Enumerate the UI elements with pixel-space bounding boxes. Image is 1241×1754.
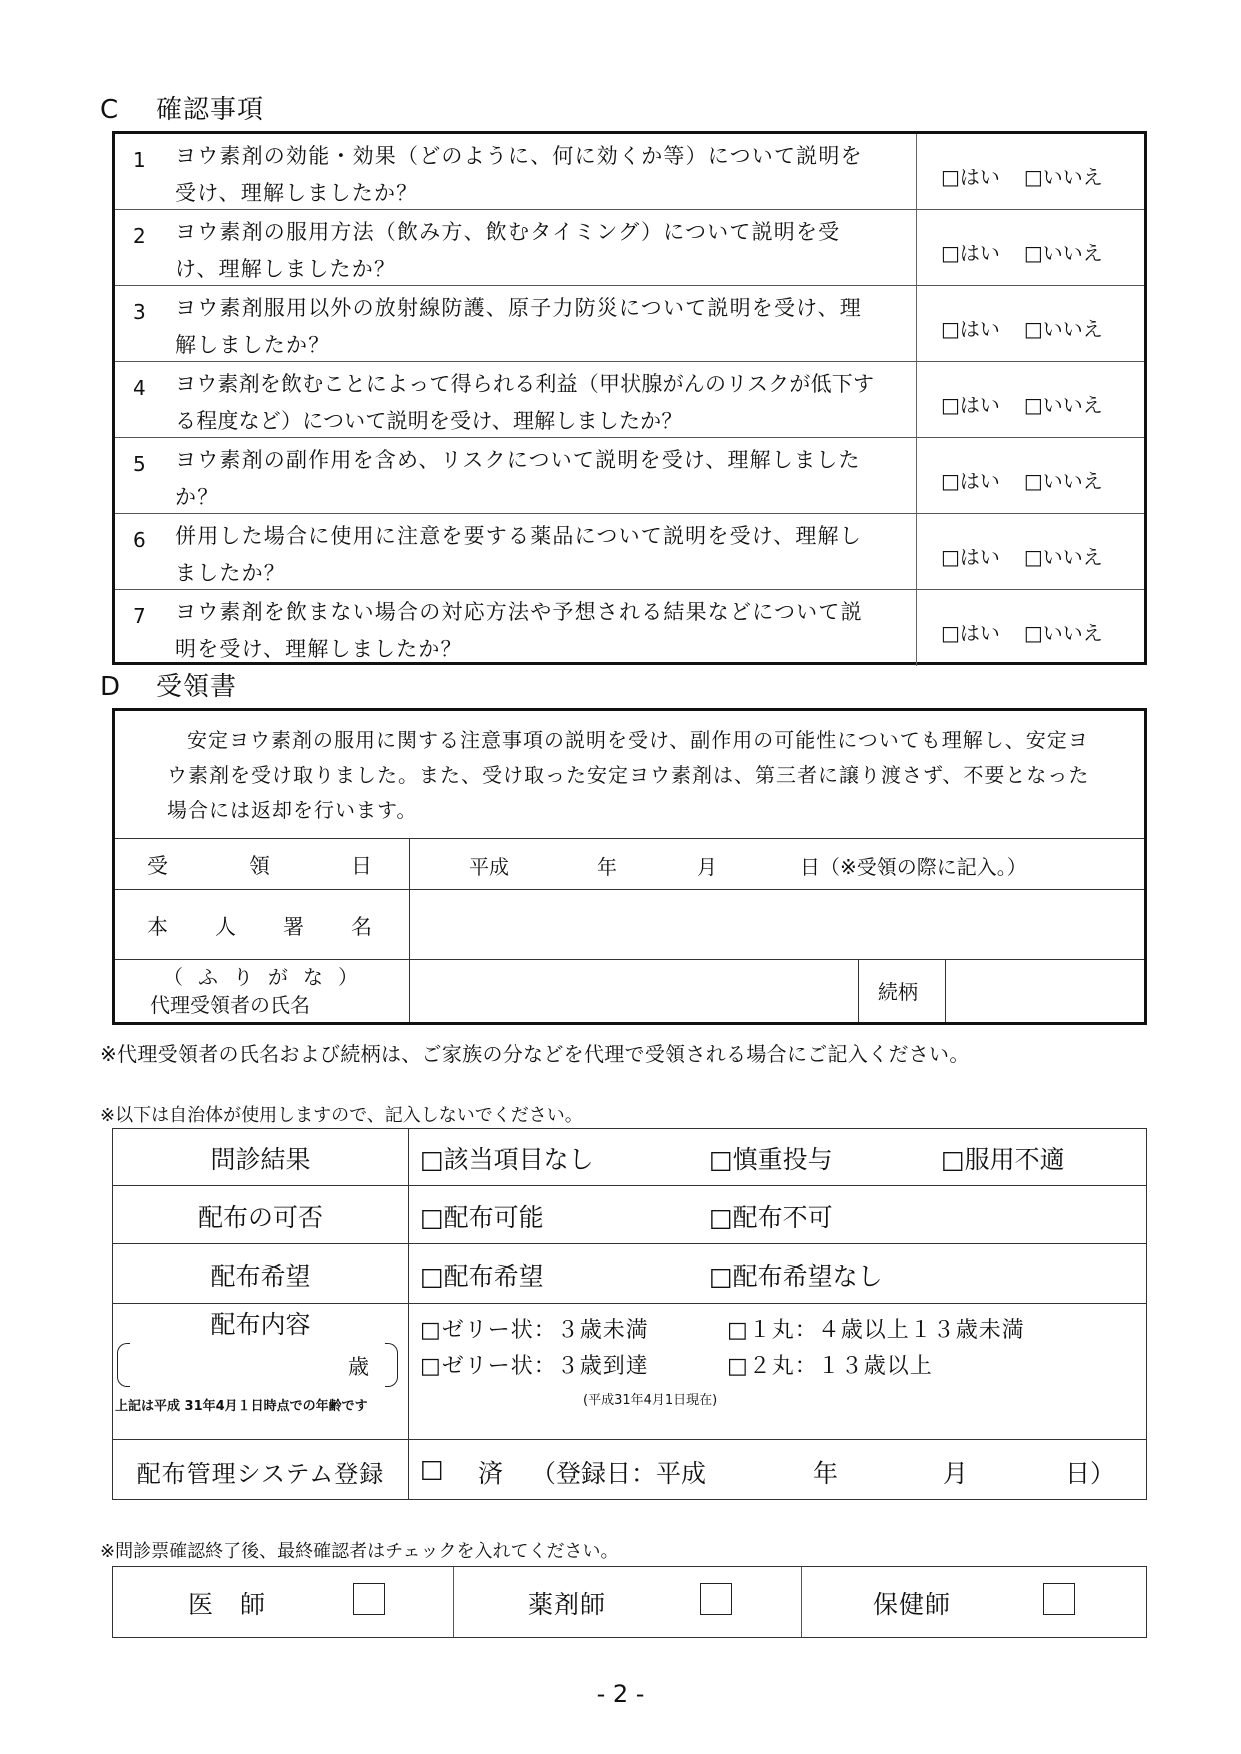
- column-divider: [858, 959, 859, 1022]
- item-number: 1: [133, 148, 146, 172]
- column-divider: [916, 514, 917, 589]
- no-applicable-items-checkbox[interactable]: □該当項目なし: [420, 1145, 594, 1174]
- confirmation-row: [115, 514, 1144, 590]
- registration-day: 日）: [1065, 1459, 1116, 1488]
- column-divider: [916, 210, 917, 285]
- public-health-nurse-label: 保健師: [873, 1590, 952, 1619]
- final-check-note: ※問診票確認終了後、最終確認者はチェックを入れてください。: [100, 1541, 619, 1562]
- no-checkbox[interactable]: □いいえ: [1023, 241, 1103, 265]
- item-number: 2: [133, 224, 146, 248]
- column-divider: [916, 134, 917, 209]
- confirmation-row: [115, 286, 1144, 362]
- confirmation-row: [115, 210, 1144, 286]
- doctor-label: 医 師: [188, 1590, 267, 1619]
- proxy-name-label: 代理受領者の氏名: [150, 993, 310, 1017]
- answer-options: [941, 542, 1127, 572]
- section-d-letter: D: [100, 672, 122, 702]
- receipt-date-month: 月: [697, 855, 717, 879]
- yes-checkbox[interactable]: □はい: [941, 545, 1000, 569]
- section-d-title: 受領書: [156, 672, 238, 702]
- relationship-label: 続柄: [878, 980, 918, 1004]
- section-d-heading: [100, 672, 237, 702]
- age-input[interactable]: [129, 1343, 384, 1385]
- age-unit: 歳: [348, 1355, 369, 1379]
- column-divider: [453, 1567, 454, 1637]
- receipt-date-label: 受領日: [147, 854, 372, 878]
- distribution-impossible-checkbox[interactable]: □配布不可: [709, 1203, 833, 1232]
- no-checkbox[interactable]: □いいえ: [1023, 165, 1103, 189]
- yes-checkbox[interactable]: □はい: [941, 469, 1000, 493]
- yes-checkbox[interactable]: □はい: [941, 241, 1000, 265]
- jelly-under-3-checkbox[interactable]: □ゼリー状：３歳未満: [420, 1318, 649, 1343]
- item-number: 3: [133, 300, 146, 324]
- yes-checkbox[interactable]: □はい: [941, 165, 1000, 189]
- yes-checkbox[interactable]: □はい: [941, 317, 1000, 341]
- no-wish-distribution-checkbox[interactable]: □配布希望なし: [709, 1262, 883, 1291]
- section-c-heading: [100, 95, 264, 125]
- row-divider: [113, 1303, 1146, 1304]
- signature-field[interactable]: [411, 891, 1146, 957]
- item-number: 4: [133, 376, 146, 400]
- age-bracket-right: [385, 1343, 398, 1387]
- doctor-checkbox[interactable]: [353, 1583, 385, 1615]
- yes-checkbox[interactable]: □はい: [941, 393, 1000, 417]
- column-divider: [916, 362, 917, 437]
- row-divider: [115, 889, 1144, 890]
- column-divider: [916, 438, 917, 513]
- careful-administration-checkbox[interactable]: □慎重投与: [709, 1145, 833, 1174]
- furigana-label: （ふりがな）: [163, 965, 358, 989]
- confirmation-row: [115, 362, 1144, 438]
- proxy-note: ※代理受領者の氏名および続柄は、ご家族の分などを代理で受領される場合にご記入ください。: [100, 1042, 970, 1066]
- distribution-content-label: 配布内容: [210, 1310, 311, 1339]
- receipt-table: [112, 708, 1147, 1025]
- municipality-table: [112, 1128, 1147, 1500]
- age-note: 上記は平成 31年4月１日時点での年齢です: [115, 1399, 368, 1414]
- not-suitable-checkbox[interactable]: □服用不適: [941, 1145, 1065, 1174]
- registration-year: 年: [813, 1459, 839, 1488]
- relationship-field[interactable]: [947, 961, 1147, 1023]
- signature-label: 本人署名: [147, 915, 372, 939]
- answer-options: [941, 390, 1127, 420]
- answer-options: [941, 618, 1127, 648]
- distribution-ok-label: 配布の可否: [197, 1203, 323, 1232]
- answer-options: [941, 162, 1127, 192]
- column-divider: [409, 838, 410, 1022]
- registration-date-prefix: （登録日：平成: [531, 1459, 707, 1488]
- column-divider: [945, 959, 946, 1022]
- item-question: 併用した場合に使用に注意を要する薬品について説明を受け、理解しましたか？: [175, 524, 862, 585]
- no-checkbox[interactable]: □いいえ: [1023, 469, 1103, 493]
- yes-checkbox[interactable]: □はい: [941, 621, 1000, 645]
- registration-month: 月: [943, 1459, 969, 1488]
- item-question: ヨウ素剤の服用方法（飲み方、飲むタイミング）について説明を受け、理解しましたか？: [175, 220, 841, 281]
- item-question: ヨウ素剤を飲むことによって得られる利益（甲状腺がんのリスクが低下する程度など）について説明を受け、理解しましたか？: [175, 372, 875, 433]
- pharmacist-checkbox[interactable]: [700, 1583, 732, 1615]
- receipt-date-year: 年: [597, 855, 617, 879]
- receipt-date-day: 日（※受領の際に記入。）: [800, 855, 1027, 879]
- confirmation-table: [112, 131, 1147, 665]
- page-number: - 2 -: [596, 1680, 645, 1708]
- item-question: ヨウ素剤服用以外の放射線防護、原子力防災について説明を受け、理解しましたか？: [175, 296, 862, 357]
- row-divider: [113, 1439, 1146, 1440]
- confirmation-row: [115, 438, 1144, 514]
- row-divider: [115, 959, 1144, 960]
- receipt-date-era: 平成: [469, 855, 509, 879]
- proxy-name-field[interactable]: [411, 961, 856, 1023]
- item-question: ヨウ素剤を飲まない場合の対応方法や予想される結果などについて説明を受け、理解しましたか？: [175, 600, 863, 661]
- item-number: 6: [133, 528, 146, 552]
- section-c-title: 確認事項: [156, 95, 265, 125]
- system-registration-label: 配布管理システム登録: [136, 1460, 385, 1488]
- confirmation-row: [115, 134, 1144, 210]
- registration-done-checkbox[interactable]: □: [420, 1454, 444, 1483]
- reference-date-note: (平成31年4月1日現在): [583, 1393, 718, 1408]
- final-check-table: [112, 1566, 1147, 1638]
- answer-options: [941, 238, 1127, 268]
- item-number: 7: [133, 604, 146, 628]
- item-question: ヨウ素剤の効能・効果（どのように、何に効くか等）について説明を受け、理解しましたか？: [175, 144, 863, 205]
- receipt-date-field[interactable]: [411, 841, 1146, 887]
- public-health-nurse-checkbox[interactable]: [1043, 1583, 1075, 1615]
- pharmacist-label: 薬剤師: [528, 1590, 607, 1619]
- wish-distribution-checkbox[interactable]: □配布希望: [420, 1262, 544, 1291]
- row-divider: [113, 1243, 1146, 1244]
- row-divider: [113, 1185, 1146, 1186]
- no-checkbox[interactable]: □いいえ: [1023, 393, 1103, 417]
- municipality-note: ※以下は自治体が使用しますので、記入しないでください。: [100, 1105, 583, 1126]
- row-divider: [115, 838, 1144, 839]
- item-question: ヨウ素剤の副作用を含め、リスクについて説明を受け、理解しましたか？: [175, 448, 861, 509]
- one-pill-4-to-13-checkbox[interactable]: □１丸：４歳以上１３歳未満: [727, 1318, 1025, 1343]
- column-divider: [916, 590, 917, 666]
- column-divider: [916, 286, 917, 361]
- jelly-age-3-checkbox[interactable]: □ゼリー状：３歳到達: [420, 1354, 649, 1379]
- interview-result-label: 問診結果: [210, 1145, 311, 1174]
- registration-done-label: 済: [478, 1459, 504, 1488]
- no-checkbox[interactable]: □いいえ: [1023, 621, 1103, 645]
- answer-options: [941, 466, 1127, 496]
- section-c-letter: C: [100, 95, 120, 125]
- no-checkbox[interactable]: □いいえ: [1023, 545, 1103, 569]
- confirmation-row: [115, 590, 1144, 666]
- receipt-statement: 安定ヨウ素剤の服用に関する注意事項の説明を受け、副作用の可能性についても理解し、安定ヨウ素剤を受け取りました。また、受け取った安定ヨウ素剤は、第三者に譲り渡さず、不要となった場合には返却を行います。: [167, 728, 1090, 822]
- answer-options: [941, 314, 1127, 344]
- two-pills-13-plus-checkbox[interactable]: □２丸：１３歳以上: [727, 1354, 933, 1379]
- item-number: 5: [133, 452, 146, 476]
- column-divider: [801, 1567, 802, 1637]
- no-checkbox[interactable]: □いいえ: [1023, 317, 1103, 341]
- distribution-wish-label: 配布希望: [210, 1262, 311, 1291]
- distribution-possible-checkbox[interactable]: □配布可能: [420, 1203, 544, 1232]
